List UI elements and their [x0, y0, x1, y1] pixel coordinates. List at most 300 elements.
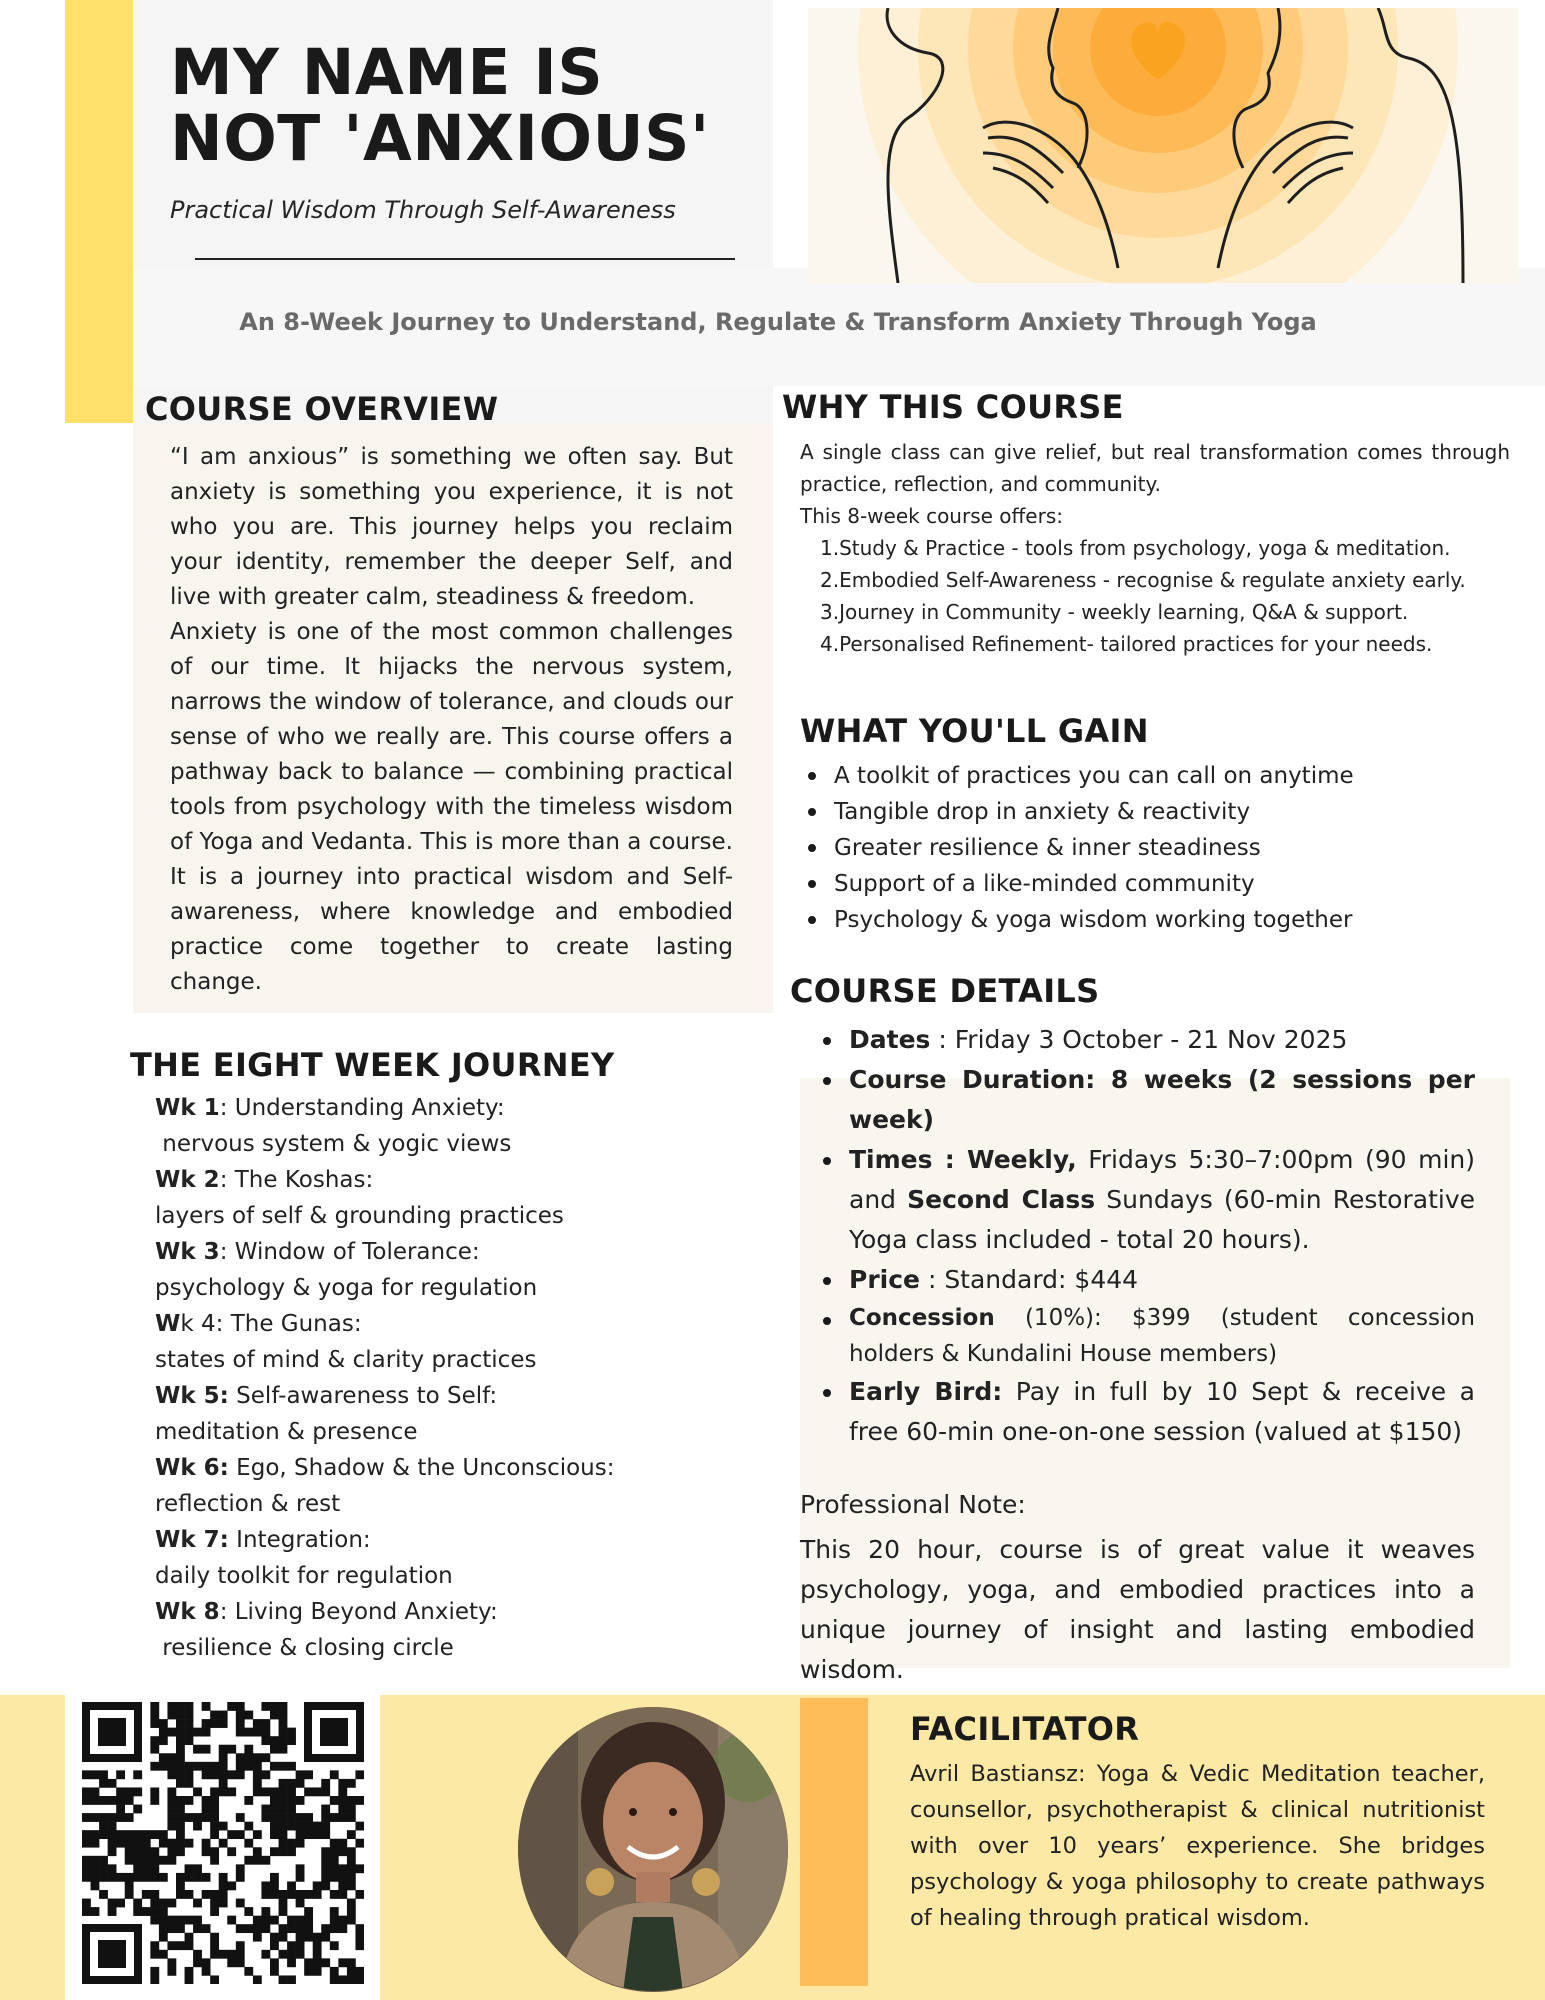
qr-module: [202, 1702, 211, 1711]
qr-module: [167, 1770, 176, 1779]
qr-module: [210, 1813, 219, 1822]
qr-module: [287, 1916, 296, 1925]
qr-module: [296, 1899, 305, 1908]
qr-module: [150, 1873, 159, 1882]
qr-module: [253, 1830, 262, 1839]
qr-module: [227, 1770, 236, 1779]
qr-module: [219, 1711, 228, 1720]
qr-module: [261, 1813, 270, 1822]
qr-module: [330, 1770, 339, 1779]
price-label: Price: [849, 1265, 920, 1294]
qr-module: [167, 1967, 176, 1976]
qr-module: [193, 1916, 202, 1925]
qr-module: [279, 1805, 288, 1814]
qr-module: [270, 1830, 279, 1839]
qr-module: [159, 1728, 168, 1737]
qr-module: [210, 1933, 219, 1942]
qr-module: [176, 1890, 185, 1899]
qr-module: [202, 1958, 211, 1967]
qr-module: [338, 1916, 347, 1925]
qr-module: [304, 1890, 313, 1899]
qr-module: [261, 1890, 270, 1899]
qr-module: [202, 1890, 211, 1899]
qr-module: [287, 1975, 296, 1984]
qr-module: [142, 1847, 151, 1856]
qr-module: [279, 1728, 288, 1737]
qr-module: [210, 1847, 219, 1856]
qr-module: [82, 1830, 91, 1839]
qr-module: [133, 1805, 142, 1814]
qr-module: [287, 1805, 296, 1814]
list-item: [155, 1234, 755, 1270]
qr-module: [219, 1822, 228, 1831]
qr-module: [261, 1907, 270, 1916]
qr-module: [227, 1916, 236, 1925]
qr-module: [116, 1899, 125, 1908]
qr-module: [330, 1941, 339, 1950]
orange-accent-bar: [800, 1698, 868, 1986]
qr-module: [270, 1847, 279, 1856]
qr-module: [176, 1736, 185, 1745]
list-item: [155, 1090, 755, 1126]
qr-module: [185, 1736, 194, 1745]
qr-module: [338, 1796, 347, 1805]
qr-module: [185, 1711, 194, 1720]
qr-module: [108, 1779, 117, 1788]
qr-module: [270, 1805, 279, 1814]
qr-module: [125, 1890, 134, 1899]
yellow-accent-bar: [65, 0, 133, 423]
qr-module: [99, 1813, 108, 1822]
list-item: Greater resilience & inner steadiness: [800, 830, 1510, 866]
qr-module: [185, 1702, 194, 1711]
qr-module: [236, 1728, 245, 1737]
concession-value: (10%): $399 (student concession holders & Kundalini House members): [849, 1305, 1475, 1367]
qr-module: [219, 1787, 228, 1796]
qr-module: [210, 1941, 219, 1950]
professional-note-text: This 20 hour, course is of great value it weaves psychology, yoga, and embodied practices into a unique journey of insight and lasting embodied wisdom.: [800, 1535, 1475, 1684]
qr-module: [355, 1770, 364, 1779]
qr-module: [185, 1864, 194, 1873]
qr-module: [321, 1787, 330, 1796]
qr-module: [279, 1822, 288, 1831]
details-heading: COURSE DETAILS: [790, 972, 1100, 1010]
qr-module: [279, 1813, 288, 1822]
qr-module: [159, 1856, 168, 1865]
qr-module: [236, 1873, 245, 1882]
qr-module: [167, 1753, 176, 1762]
qr-module: [287, 1839, 296, 1848]
qr-module: [167, 1856, 176, 1865]
qr-module: [176, 1916, 185, 1925]
qr-module: [304, 1958, 313, 1967]
qr-module: [338, 1881, 347, 1890]
gain-list: [800, 758, 1510, 938]
qr-module: [270, 1958, 279, 1967]
qr-module: [91, 1881, 100, 1890]
qr-module: [253, 1753, 262, 1762]
qr-module: [330, 1839, 339, 1848]
qr-module: [185, 1762, 194, 1771]
why-intro: A single class can give relief, but real transformation comes through practice, reflection, and community.: [800, 440, 1510, 496]
qr-module: [108, 1839, 117, 1848]
qr-module: [347, 1779, 356, 1788]
qr-module: [338, 1779, 347, 1788]
qr-module: [253, 1847, 262, 1856]
qr-module: [296, 1822, 305, 1831]
qr-module: [270, 1822, 279, 1831]
qr-module: [159, 1719, 168, 1728]
qr-module: [210, 1890, 219, 1899]
qr-module: [244, 1839, 253, 1848]
qr-module: [133, 1787, 142, 1796]
qr-module: [287, 1950, 296, 1959]
qr-module: [304, 1813, 313, 1822]
qr-module: [338, 1958, 347, 1967]
qr-module: [227, 1847, 236, 1856]
qr-module: [261, 1950, 270, 1959]
week-label: Wk 1: [155, 1095, 220, 1121]
tagline: An 8-Week Journey to Understand, Regulate & Transform Anxiety Through Yoga: [239, 308, 1317, 336]
qr-module: [159, 1924, 168, 1933]
qr-module: [347, 1864, 356, 1873]
qr-module: [219, 1779, 228, 1788]
qr-module: [270, 1967, 279, 1976]
qr-module: [193, 1873, 202, 1882]
journey-heading: THE EIGHT WEEK JOURNEY: [130, 1046, 615, 1084]
details-price: [815, 1260, 1475, 1300]
qr-module: [236, 1770, 245, 1779]
qr-module: [236, 1719, 245, 1728]
qr-module: [330, 1796, 339, 1805]
qr-module: [176, 1813, 185, 1822]
qr-module: [116, 1787, 125, 1796]
qr-module: [236, 1924, 245, 1933]
qr-module: [159, 1950, 168, 1959]
qr-module: [167, 1728, 176, 1737]
facilitator-portrait: [518, 1707, 788, 1992]
qr-module: [150, 1719, 159, 1728]
week-desc: psychology & yoga for regulation: [155, 1275, 538, 1301]
qr-module: [91, 1787, 100, 1796]
qr-module: [347, 1899, 356, 1908]
qr-module: [176, 1881, 185, 1890]
qr-module: [202, 1762, 211, 1771]
list-item: [155, 1594, 755, 1630]
qr-module: [296, 1796, 305, 1805]
qr-module: [321, 1881, 330, 1890]
qr-module: [219, 1770, 228, 1779]
qr-module: [82, 1856, 91, 1865]
qr-module: [355, 1890, 364, 1899]
qr-module: [150, 1847, 159, 1856]
overview-heading: COURSE OVERVIEW: [145, 390, 499, 428]
qr-module: [82, 1864, 91, 1873]
qr-module: [210, 1899, 219, 1908]
qr-module: [313, 1967, 322, 1976]
qr-module: [185, 1916, 194, 1925]
qr-module: [313, 1950, 322, 1959]
qr-module: [210, 1770, 219, 1779]
qr-module: [125, 1856, 134, 1865]
qr-module: [279, 1830, 288, 1839]
qr-module: [236, 1941, 245, 1950]
qr-module: [193, 1762, 202, 1771]
qr-code-icon[interactable]: [82, 1702, 364, 1984]
qr-module: [279, 1779, 288, 1788]
qr-module: [133, 1856, 142, 1865]
qr-module: [116, 1770, 125, 1779]
qr-module: [176, 1941, 185, 1950]
qr-module: [347, 1958, 356, 1967]
times-value: Fridays 5:30–7:00pm (90 min) and: [849, 1145, 1475, 1214]
qr-module: [219, 1899, 228, 1908]
qr-module: [330, 1890, 339, 1899]
qr-module: [244, 1967, 253, 1976]
qr-module: [304, 1787, 313, 1796]
qr-module: [185, 1813, 194, 1822]
qr-module: [125, 1873, 134, 1882]
qr-module: [279, 1890, 288, 1899]
qr-module: [244, 1711, 253, 1720]
qr-module: [150, 1830, 159, 1839]
qr-module: [279, 1762, 288, 1771]
qr-module: [108, 1830, 117, 1839]
qr-module: [142, 1864, 151, 1873]
qr-module: [176, 1779, 185, 1788]
qr-module: [150, 1975, 159, 1984]
qr-module: [313, 1890, 322, 1899]
qr-module: [236, 1950, 245, 1959]
qr-module: [270, 1711, 279, 1720]
qr-module: [347, 1907, 356, 1916]
qr-module: [159, 1830, 168, 1839]
qr-module: [150, 1907, 159, 1916]
qr-module: [116, 1796, 125, 1805]
qr-module: [227, 1745, 236, 1754]
qr-module: [116, 1805, 125, 1814]
qr-module: [321, 1924, 330, 1933]
qr-module: [108, 1864, 117, 1873]
qr-module: [202, 1839, 211, 1848]
qr-module: [159, 1762, 168, 1771]
week-desc: reflection & rest: [155, 1491, 341, 1517]
qr-module: [185, 1839, 194, 1848]
qr-module: [236, 1958, 245, 1967]
qr-module: [227, 1950, 236, 1959]
qr-module: [150, 1916, 159, 1925]
qr-module: [304, 1907, 313, 1916]
qr-module: [321, 1813, 330, 1822]
qr-module: [82, 1873, 91, 1882]
qr-module: [287, 1924, 296, 1933]
qr-module: [91, 1864, 100, 1873]
qr-module: [270, 1813, 279, 1822]
qr-module: [270, 1873, 279, 1882]
qr-module: [296, 1941, 305, 1950]
qr-module: [193, 1864, 202, 1873]
qr-module: [287, 1813, 296, 1822]
details-dates: [815, 1020, 1475, 1060]
qr-module: [236, 1762, 245, 1771]
qr-module: [219, 1762, 228, 1771]
qr-module: [244, 1745, 253, 1754]
qr-module: [244, 1728, 253, 1737]
qr-module: [159, 1753, 168, 1762]
qr-module: [287, 1728, 296, 1737]
qr-module: [261, 1805, 270, 1814]
qr-module: [330, 1907, 339, 1916]
qr-module: [167, 1847, 176, 1856]
qr-module: [91, 1813, 100, 1822]
qr-module: [108, 1907, 117, 1916]
qr-module: [219, 1745, 228, 1754]
qr-module: [116, 1813, 125, 1822]
qr-module: [193, 1958, 202, 1967]
qr-module: [108, 1813, 117, 1822]
qr-module: [99, 1822, 108, 1831]
qr-module: [185, 1933, 194, 1942]
qr-module: [150, 1787, 159, 1796]
qr-module: [270, 1941, 279, 1950]
qr-module: [142, 1890, 151, 1899]
week-title: Integration:: [228, 1527, 371, 1553]
qr-module: [279, 1907, 288, 1916]
qr-module: [99, 1856, 108, 1865]
qr-module: [167, 1916, 176, 1925]
qr-module: [116, 1839, 125, 1848]
qr-module: [202, 1770, 211, 1779]
qr-module: [313, 1787, 322, 1796]
qr-module: [176, 1745, 185, 1754]
qr-module: [347, 1796, 356, 1805]
qr-module: [210, 1907, 219, 1916]
qr-module: [193, 1924, 202, 1933]
qr-module: [355, 1822, 364, 1831]
qr-module: [185, 1770, 194, 1779]
qr-module: [210, 1975, 219, 1984]
qr-module: [193, 1728, 202, 1737]
qr-module: [261, 1728, 270, 1737]
qr-module: [355, 1975, 364, 1984]
qr-module: [304, 1770, 313, 1779]
gain-heading: WHAT YOU'LL GAIN: [800, 712, 1149, 750]
qr-module: [202, 1967, 211, 1976]
qr-module: [296, 1779, 305, 1788]
qr-module: [253, 1924, 262, 1933]
qr-module: [185, 1967, 194, 1976]
qr-module: [261, 1881, 270, 1890]
qr-module: [193, 1745, 202, 1754]
qr-module: [133, 1907, 142, 1916]
qr-module: [82, 1787, 91, 1796]
qr-module: [338, 1813, 347, 1822]
week-desc: nervous system & yogic views: [155, 1131, 512, 1157]
qr-module: [99, 1779, 108, 1788]
qr-module: [304, 1933, 313, 1942]
details-duration: [815, 1060, 1475, 1140]
qr-module: [150, 1941, 159, 1950]
qr-module: [133, 1864, 142, 1873]
qr-module: [296, 1933, 305, 1942]
qr-module: [142, 1856, 151, 1865]
qr-module: [261, 1736, 270, 1745]
qr-module: [244, 1907, 253, 1916]
list-item: 4.Personalised Refinement- tailored practices for your needs.: [820, 632, 1433, 656]
qr-module: [167, 1899, 176, 1908]
qr-module: [142, 1873, 151, 1882]
qr-module: [279, 1950, 288, 1959]
qr-module: [296, 1924, 305, 1933]
qr-module: [133, 1830, 142, 1839]
qr-module: [176, 1753, 185, 1762]
qr-module: [125, 1796, 134, 1805]
qr-module: [296, 1770, 305, 1779]
qr-module: [338, 1787, 347, 1796]
hands-on-heart-illustration: [808, 8, 1518, 283]
qr-module: [253, 1933, 262, 1942]
qr-module: [330, 1924, 339, 1933]
qr-module: [279, 1924, 288, 1933]
qr-module: [210, 1856, 219, 1865]
qr-module: [313, 1881, 322, 1890]
qr-module: [287, 1890, 296, 1899]
week-title: : Understanding Anxiety:: [219, 1095, 505, 1121]
qr-module: [176, 1719, 185, 1728]
qr-module: [227, 1830, 236, 1839]
qr-module: [193, 1950, 202, 1959]
list-item: 1.Study & Practice - tools from psychology, yoga & meditation.: [820, 536, 1451, 560]
qr-module: [159, 1916, 168, 1925]
qr-module: [108, 1873, 117, 1882]
facilitator-heading: FACILITATOR: [910, 1710, 1140, 1748]
qr-module: [330, 1975, 339, 1984]
week-title: : Living Beyond Anxiety:: [219, 1599, 498, 1625]
qr-module: [270, 1745, 279, 1754]
qr-module: [193, 1899, 202, 1908]
duration-text: Course Duration: 8 weeks (2 sessions per week): [849, 1065, 1475, 1134]
qr-module: [99, 1796, 108, 1805]
qr-module: [330, 1864, 339, 1873]
qr-module: [253, 1770, 262, 1779]
qr-module: [338, 1924, 347, 1933]
qr-module: [236, 1702, 245, 1711]
qr-module: [338, 1805, 347, 1814]
qr-module: [270, 1916, 279, 1925]
qr-module: [270, 1736, 279, 1745]
qr-module: [142, 1907, 151, 1916]
qr-module: [219, 1890, 228, 1899]
qr-module: [202, 1728, 211, 1737]
qr-module: [227, 1881, 236, 1890]
qr-module: [296, 1830, 305, 1839]
qr-module: [167, 1958, 176, 1967]
qr-module: [330, 1916, 339, 1925]
qr-module: [167, 1805, 176, 1814]
list-item: [155, 1450, 755, 1486]
list-item: Tangible drop in anxiety & reactivity: [800, 794, 1510, 830]
qr-module: [210, 1711, 219, 1720]
qr-module: [125, 1839, 134, 1848]
qr-module: [159, 1933, 168, 1942]
why-heading: WHY THIS COURSE: [782, 388, 1124, 426]
qr-module: [253, 1856, 262, 1865]
qr-module: [261, 1702, 270, 1711]
qr-module: [202, 1805, 211, 1814]
qr-module: [202, 1745, 211, 1754]
qr-module: [244, 1762, 253, 1771]
week-desc: meditation & presence: [155, 1419, 418, 1445]
